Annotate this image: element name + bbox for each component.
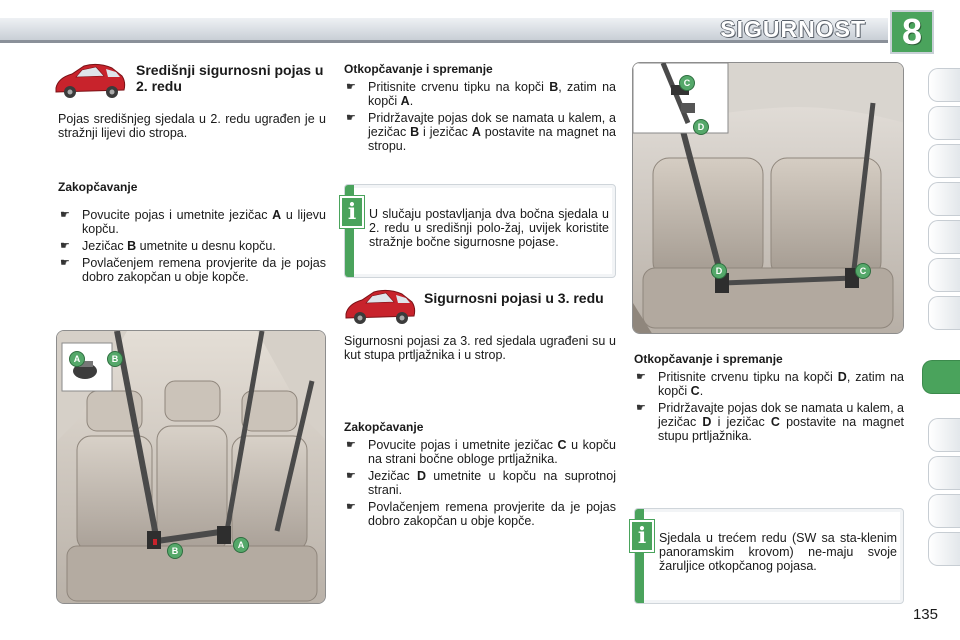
chapter-tab-active[interactable] xyxy=(922,360,960,394)
list-item: ☛ Povucite pojas i umetnite jezičac A u lijevu kopču. xyxy=(60,208,327,236)
info-icon: i xyxy=(630,520,654,552)
third-row-intro: Sigurnosni pojasi za 3. red sjedala ugrađeni su u kut stupa prtljažnika i u strop. xyxy=(344,334,616,362)
fasten-heading-middle: Zakopčavanje xyxy=(58,180,138,194)
unfasten-heading-middle: Otkopčavanje i spremanje xyxy=(344,62,493,76)
pointing-hand-icon: ☛ xyxy=(60,240,70,252)
list-item: ☛ Pridržavajte pojas dok se namata u kalem, a jezičac D i jezičac C postavite na magnet stupu prtljažnika. xyxy=(636,401,905,443)
chapter-tab[interactable] xyxy=(928,220,960,254)
chapter-tab[interactable] xyxy=(928,456,960,490)
figure-third-row xyxy=(632,62,904,334)
list-item: ☛ Povlačenjem remena provjerite da je pojas dobro zakopčan u obje kopče. xyxy=(346,500,616,528)
label-c: C xyxy=(679,75,695,91)
unfasten-heading-third: Otkopčavanje i spremanje xyxy=(634,352,783,366)
fasten-heading-third: Zakopčavanje xyxy=(344,420,424,434)
third-row-seats-illustration xyxy=(633,63,904,334)
unfasten-list-middle xyxy=(344,80,616,153)
list-item: ☛ Pridržavajte pojas dok se namata u kalem, a jezičac B i jezičac A postavite na magnet na stropu. xyxy=(346,111,616,153)
pointing-hand-icon: ☛ xyxy=(346,112,356,124)
fasten-list-middle xyxy=(58,208,326,284)
chapter-tab[interactable] xyxy=(928,182,960,216)
label-a: A xyxy=(69,351,85,367)
label-a: A xyxy=(233,537,249,553)
chapter-tab[interactable] xyxy=(928,418,960,452)
chapter-tab[interactable] xyxy=(928,258,960,292)
label-b: B xyxy=(167,543,183,559)
pointing-hand-icon: ☛ xyxy=(346,501,356,513)
page-title: SIGURNOST xyxy=(720,16,866,42)
info-box-middle xyxy=(344,184,616,278)
info-icon: i xyxy=(340,196,364,228)
chapter-tab[interactable] xyxy=(928,106,960,140)
list-item: ☛ Povucite pojas i umetnite jezičac C u kopču na strani bočne obloge prtljažnika. xyxy=(346,438,616,466)
list-item: ☛ Pritisnite crvenu tipku na kopči B, zatim na kopči A. xyxy=(346,80,616,108)
section-title-middle-belt: Središnji sigurnosni pojas u 2. redu xyxy=(136,62,324,94)
label-d: D xyxy=(711,263,727,279)
chapter-tab[interactable] xyxy=(928,296,960,330)
pointing-hand-icon: ☛ xyxy=(346,470,356,482)
list-item: ☛ Pritisnite crvenu tipku na kopči D, zatim na kopči C. xyxy=(636,370,904,398)
figure-middle-belt xyxy=(56,330,326,604)
pointing-hand-icon: ☛ xyxy=(60,209,70,221)
unfasten-list-third xyxy=(634,370,904,443)
chapter-tab[interactable] xyxy=(928,494,960,528)
chapter-tab[interactable] xyxy=(928,144,960,178)
pointing-hand-icon: ☛ xyxy=(636,402,646,414)
info-text: U slučaju postavljanja dva bočna sjedala u 2. redu u središnji polo-žaj, uvijek koristite stražnje bočne sigurnosne pojase. xyxy=(369,207,609,249)
list-item: ☛ Jezičac B umetnite u desnu kopču. xyxy=(60,239,276,253)
section-title-third-row: Sigurnosni pojasi u 3. redu xyxy=(424,290,604,306)
label-d: D xyxy=(693,119,709,135)
chapter-tab[interactable] xyxy=(928,532,960,566)
label-b: B xyxy=(107,351,123,367)
pointing-hand-icon: ☛ xyxy=(636,371,646,383)
car-icon xyxy=(52,62,128,100)
chapter-tab[interactable] xyxy=(928,68,960,102)
label-c: C xyxy=(855,263,871,279)
rear-seats-illustration xyxy=(57,331,326,604)
car-icon xyxy=(342,288,418,326)
chapter-number-badge: 8 xyxy=(890,10,934,54)
pointing-hand-icon: ☛ xyxy=(60,257,70,269)
list-item: ☛ Povlačenjem remena provjerite da je pojas dobro zakopčan u obje kopče. xyxy=(60,256,326,284)
list-item: ☛ Jezičac D umetnite u kopču na suprotnoj strani. xyxy=(346,469,616,497)
middle-belt-intro: Pojas središnjeg sjedala u 2. redu ugrađen je u stražnji lijevi dio stropa. xyxy=(58,112,326,140)
info-box-third xyxy=(634,508,904,604)
page-number: 135 xyxy=(912,606,938,623)
pointing-hand-icon: ☛ xyxy=(346,81,356,93)
pointing-hand-icon: ☛ xyxy=(346,439,356,451)
fasten-list-third xyxy=(344,438,616,528)
info-text: Sjedala u trećem redu (SW sa sta-klenim panoramskim krovom) ne-maju svoje žaruljice otkopčanog pojasa. xyxy=(659,531,897,573)
